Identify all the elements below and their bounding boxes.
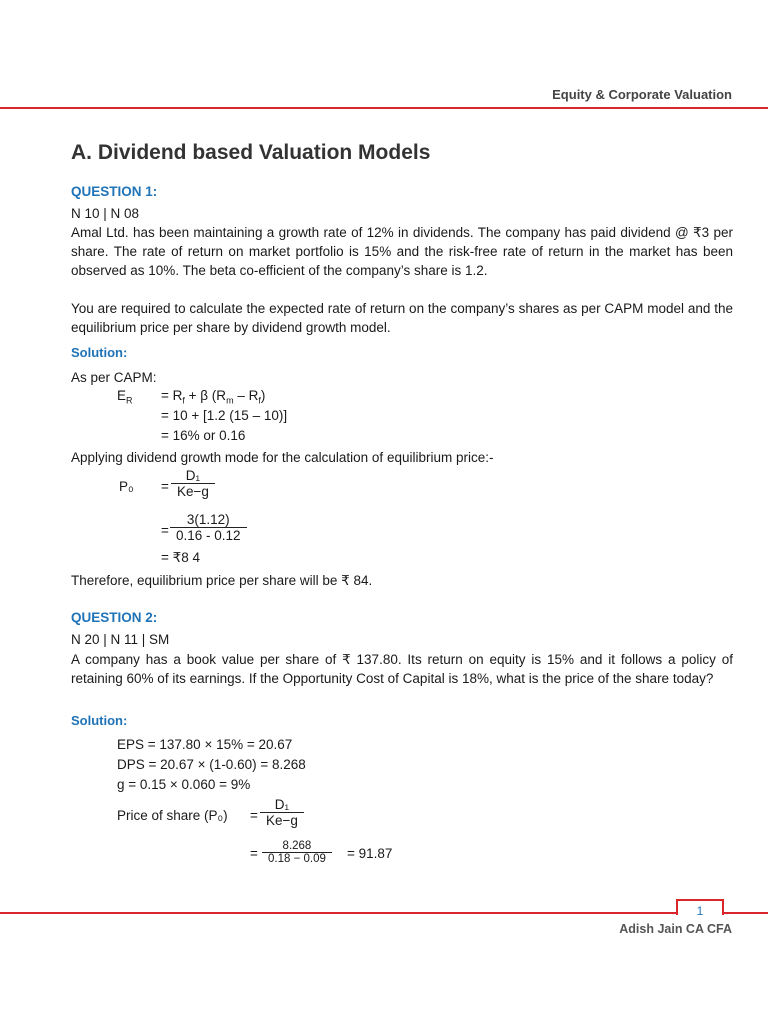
gordon-fraction-2 <box>260 797 304 828</box>
fraction-denominator: 0.18 − 0.09 <box>262 852 332 865</box>
er-symbol: $E_R$ <box>117 388 133 406</box>
header-rule <box>0 107 768 109</box>
equals-sign: = <box>161 523 169 538</box>
equals-sign: = <box>250 808 258 823</box>
page-number: 1 <box>696 904 704 918</box>
equals-sign: = <box>161 479 169 494</box>
question-1-task: You are required to calculate the expected rate of return on the company’s shares as per CAPM model and the equilibrium price per share by dividend growth model. <box>71 301 733 335</box>
growth-model-intro: Applying dividend growth mode for the calculation of equilibrium price:- <box>71 450 494 465</box>
solution-1-label: Solution: <box>71 345 128 360</box>
fraction-numerator: D₁ <box>274 797 290 812</box>
fraction-denominator: Ke−g <box>171 483 215 499</box>
fraction-numerator: 3(1.12) <box>186 512 230 527</box>
price-share-label: Price of share (P₀) <box>117 808 228 823</box>
fraction-numerator: D₁ <box>185 468 201 483</box>
running-header-title: Equity & Corporate Valuation <box>552 87 732 102</box>
capm-substitution: = 10 + [1.2 (15 – 10)] <box>161 408 288 423</box>
footer-rule <box>0 912 768 914</box>
p0-label: P₀ <box>119 479 134 494</box>
fraction-denominator: Ke−g <box>260 812 304 828</box>
question-2-ref: N 20 | N 11 | SM <box>71 632 170 647</box>
growth-calc: g = 0.15 × 0.060 = 9% <box>117 777 251 792</box>
capm-intro: As per CAPM: <box>71 370 157 385</box>
equals-sign: = <box>250 846 258 861</box>
question-1-text: Amal Ltd. has been maintaining a growth rate of 12% in dividends. The company has paid dividend @ ₹3 per share. The rate of return on market portfolio is 15% and the risk-free rate of return in the market has been observed as 10%. The beta co-efficient of the company’s share is 1.2. <box>71 225 733 278</box>
fraction-numerator: 8.268 <box>282 840 312 852</box>
footer-author: Adish Jain CA CFA <box>619 922 732 936</box>
gordon-fraction <box>171 468 215 499</box>
question-2-label: QUESTION 2: <box>71 610 158 625</box>
question-2-text: A company has a book value per share of ₹ 137.80. Its return on equity is 15% and it follows a policy of retaining 60% of its earnings. If the Opportunity Cost of Capital is 18%, what is the price of the share today? <box>71 652 733 686</box>
price-fraction <box>170 512 247 543</box>
price-result-2: = 91.87 <box>347 846 393 861</box>
capm-formula: = $R_f + \beta$ $(R_m - R_f)$ <box>161 388 266 406</box>
question-1-ref: N 10 | N 08 <box>71 206 140 221</box>
fraction-denominator: 0.16 - 0.12 <box>170 527 247 543</box>
question-1-label: QUESTION 1: <box>71 184 158 199</box>
solution-2-label: Solution: <box>71 713 128 728</box>
capm-result: = 16% or 0.16 <box>161 428 246 443</box>
dps-calc: DPS = 20.67 × (1-0.60) = 8.268 <box>117 757 306 772</box>
price-result: = ₹8 4 <box>161 550 200 565</box>
eps-calc: EPS = 137.80 × 15% = 20.67 <box>117 737 293 752</box>
price-fraction-2 <box>262 840 332 865</box>
q1-conclusion: Therefore, equilibrium price per share will be ₹ 84. <box>71 573 373 588</box>
section-title: A. Dividend based Valuation Models <box>71 141 431 164</box>
